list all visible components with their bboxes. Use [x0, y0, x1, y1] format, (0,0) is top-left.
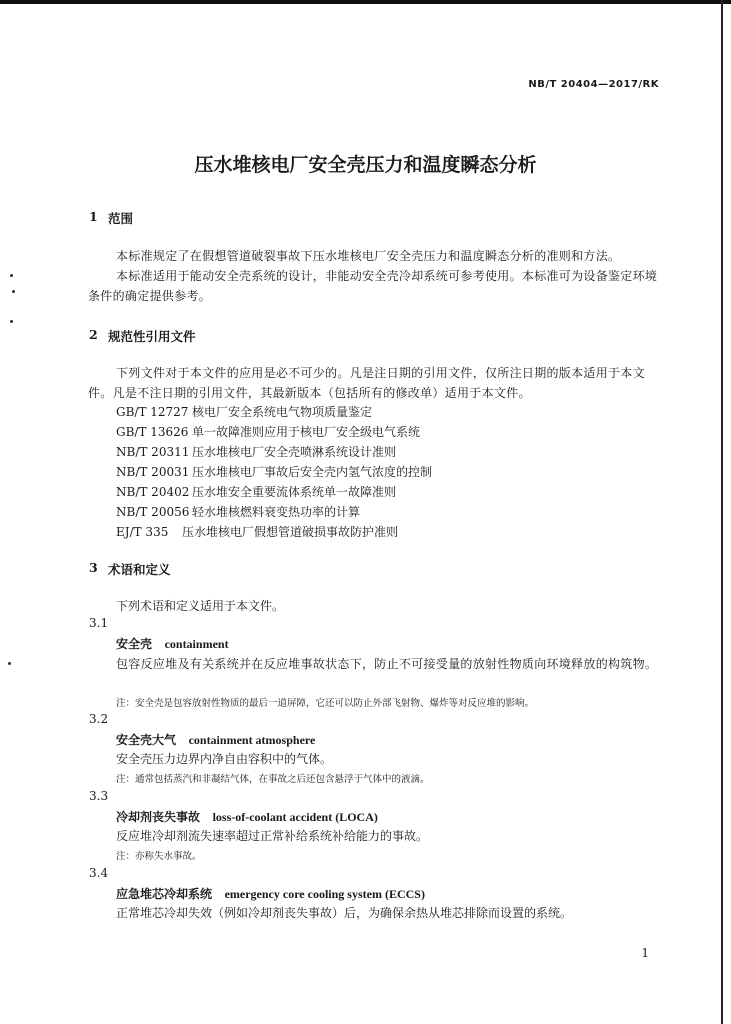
term-note: 注：亦称失水事故。	[116, 851, 202, 862]
term-definition: 反应堆冷却剂流失速率超过正常补给系统补给能力的事故。	[116, 829, 429, 843]
reference-name: 压水堆核电厂安全壳喷淋系统设计准则	[192, 445, 397, 459]
term-heading	[116, 635, 229, 652]
reference-name: 核电厂安全系统电气物项质量鉴定	[192, 405, 373, 419]
reference-code: NB/T 20031	[116, 465, 190, 479]
term-definition: 正常堆芯冷却失效（例如冷却剂丧失事故）后，为确保余热从堆芯排除而设置的系统。	[116, 906, 573, 920]
term-number: 3.2	[89, 712, 109, 726]
term-definition: 包容反应堆及有关系统并在反应堆事故状态下，防止不可接受量的放射性物质向环境释放的构筑物。	[116, 657, 658, 671]
term-en: emergency core cooling system (ECCS)	[224, 887, 425, 901]
section-3-number: 3	[89, 560, 98, 575]
terms-intro: 下列术语和定义适用于本文件。	[116, 599, 285, 613]
reference-name: 压水堆核电厂假想管道破损事故防护准则	[182, 525, 399, 539]
scan-speck	[10, 320, 13, 323]
page-number: 1	[641, 946, 649, 960]
term-cn: 安全壳	[116, 637, 153, 651]
reference-code: NB/T 20402	[116, 485, 190, 499]
term-heading	[116, 808, 378, 825]
term-note: 注：通常包括蒸汽和非凝结气体，在事故之后还包含悬浮于气体中的液滴。	[116, 774, 430, 785]
term-number: 3.3	[89, 789, 109, 803]
reference-item	[116, 503, 360, 520]
reference-code: NB/T 20311	[116, 445, 190, 459]
reference-item	[116, 463, 432, 480]
document-title: 压水堆核电厂安全壳压力和温度瞬态分析	[194, 154, 537, 176]
term-en: containment	[164, 637, 229, 651]
reference-name: 轻水堆核燃料衰变热功率的计算	[192, 505, 361, 519]
section-1-number: 1	[89, 209, 98, 224]
term-heading	[116, 731, 315, 748]
reference-name: 压水堆安全重要流体系统单一故障准则	[192, 485, 397, 499]
reference-code: GB/T 12727	[116, 405, 189, 419]
reference-code: EJ/T 335	[116, 525, 169, 539]
term-heading	[116, 885, 425, 902]
scope-paragraph-2: 本标准适用于能动安全壳系统的设计，非能动安全壳冷却系统可参考使用。本标准可为设备鉴定环境条件的确定提供参考。	[88, 269, 658, 303]
standard-code: NB/T 20404—2017/RK	[528, 79, 659, 90]
reference-item	[116, 403, 372, 420]
reference-code: NB/T 20056	[116, 505, 190, 519]
reference-name: 压水堆核电厂事故后安全壳内氢气浓度的控制	[192, 465, 433, 479]
term-number: 3.4	[89, 866, 109, 880]
section-2-heading: 规范性引用文件	[108, 329, 196, 344]
scope-paragraph-1: 本标准规定了在假想管道破裂事故下压水堆核电厂安全壳压力和温度瞬态分析的准则和方法。	[116, 249, 621, 263]
term-cn: 冷却剂丧失事故	[116, 810, 201, 824]
term-cn: 应急堆芯冷却系统	[116, 887, 213, 901]
term-en: containment atmosphere	[188, 733, 316, 747]
scan-speck	[10, 274, 13, 277]
reference-item	[116, 423, 420, 440]
section-1-heading: 范围	[108, 211, 134, 226]
term-cn: 安全壳大气	[116, 733, 177, 747]
section-2-number: 2	[89, 327, 98, 342]
section-3-heading: 术语和定义	[108, 562, 171, 577]
term-note: 注：安全壳是包容放射性物质的最后一道屏障，它还可以防止外部飞射物、爆炸等对反应堆的影响。	[116, 698, 535, 709]
refs-intro: 下列文件对于本文件的应用是必不可少的。凡是注日期的引用文件，仅所注日期的版本适用于本文件。凡是不注日期的引用文件，其最新版本（包括所有的修改单）适用于本文件。	[88, 366, 645, 400]
reference-item	[116, 443, 396, 460]
term-definition: 安全壳压力边界内净自由容积中的气体。	[116, 752, 333, 766]
reference-item	[116, 523, 398, 540]
scan-speck	[8, 662, 11, 665]
reference-name: 单一故障准则应用于核电厂安全级电气系统	[192, 425, 421, 439]
reference-code: GB/T 13626	[116, 425, 189, 439]
term-number: 3.1	[89, 616, 109, 630]
reference-item	[116, 483, 396, 500]
term-en: loss-of-coolant accident (LOCA)	[212, 810, 378, 824]
scan-speck	[12, 290, 15, 293]
scan-edge-top	[0, 0, 731, 4]
